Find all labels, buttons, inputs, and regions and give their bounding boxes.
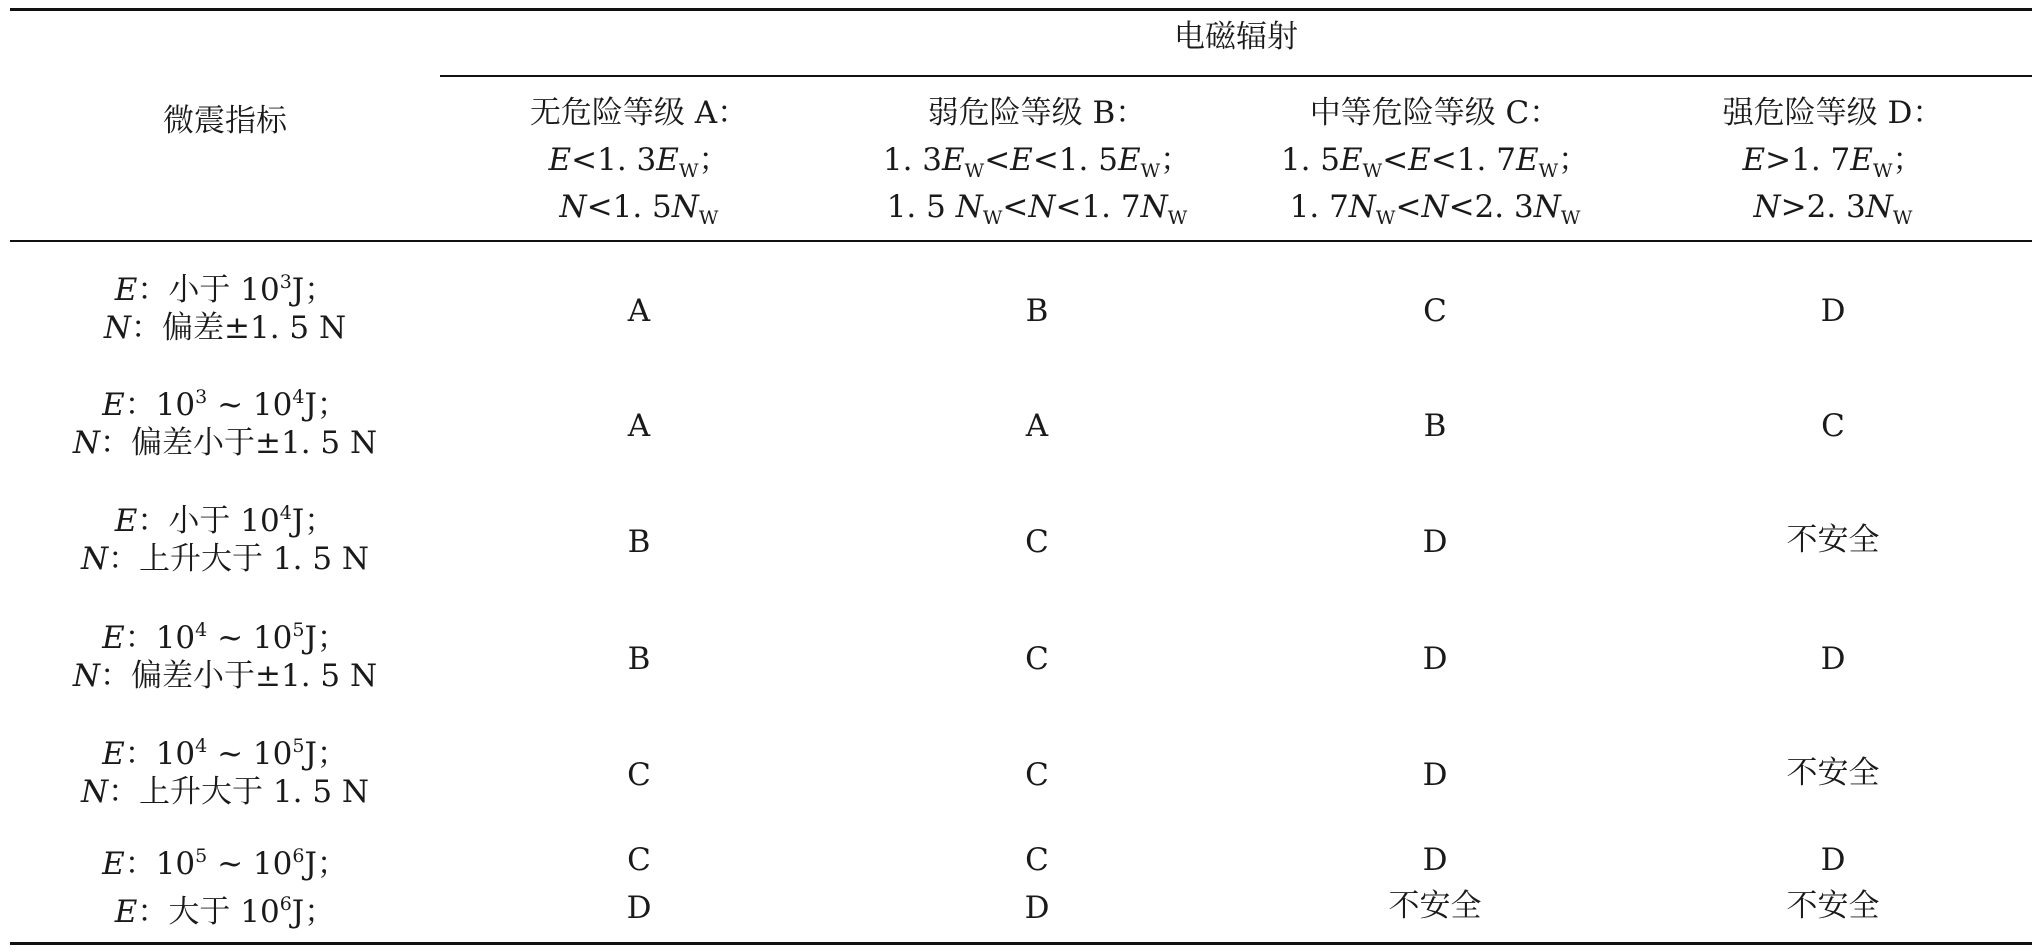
row-7-grade-c: 不安全: [1388, 888, 1482, 924]
row-5-grade-b: C: [1025, 757, 1049, 793]
stub-header-microseismic: 微震指标: [163, 103, 287, 139]
row-4-criteria: [10, 619, 440, 695]
row-2-e-criterion: E：$10^3$ ~ $10^4J$；: [102, 386, 348, 423]
row-5-e-criterion: E：$10^4$ ~ $10^5J$；: [102, 735, 348, 772]
table-top-rule: [10, 8, 2032, 11]
row-2-grade-d: C: [1821, 408, 1845, 444]
row-5-criteria: [10, 735, 440, 811]
row-2-n-criterion: N：偏差小于±1. 5 N: [72, 425, 378, 461]
row-1-grade-b: B: [1025, 293, 1049, 329]
row-1-criteria: [10, 271, 440, 347]
row-6-e-criterion: E：$10^5$ ~ $10^6J$；: [102, 845, 348, 882]
grade-b-e-condition: 1. $3E_W<E<1$. $5E_W$；: [882, 142, 1192, 182]
row-1-grade-c: C: [1423, 293, 1447, 329]
group-header-rule: [440, 75, 2032, 77]
row-2-grade-a: A: [627, 408, 651, 444]
row-6-grade-a: C: [627, 842, 651, 878]
row-2-grade-b: A: [1025, 408, 1049, 444]
row-1-n-criterion: N：偏差±1. 5 N: [103, 310, 347, 346]
row-6-grade-d: D: [1820, 842, 1846, 878]
hazard-classification-table: [10, 0, 2032, 952]
row-3-grade-a: B: [627, 524, 651, 560]
row-2-criteria: [10, 386, 440, 462]
row-4-grade-c: D: [1422, 641, 1448, 677]
row-1-e-criterion: E：小于 $10^3J$；: [114, 271, 336, 308]
grade-d-n-condition: N>2. $3N_W$: [1753, 189, 1913, 229]
grade-c-n-condition: 1. $7N_W<N<2$. $3N_W$: [1289, 189, 1581, 229]
row-3-grade-c: D: [1422, 524, 1448, 560]
row-7-e-criterion: E：大于 $10^6J$；: [114, 893, 336, 930]
table-bottom-rule: [10, 942, 2032, 945]
row-3-criteria: [10, 502, 440, 578]
grade-header-d: [1634, 90, 2032, 231]
grade-a-n-condition: N<1. $5N_W$: [559, 189, 719, 229]
grade-b-n-condition: 1. 5 $N_W<N<1$. $7N_W$: [886, 189, 1188, 229]
row-6-grade-c: D: [1422, 842, 1448, 878]
row-2-grade-c: B: [1423, 408, 1447, 444]
grade-a-e-condition: E<1. $3E_W$；: [548, 142, 730, 182]
grade-d-e-condition: E>1. $7E_W$；: [1742, 142, 1924, 182]
row-3-grade-b: C: [1025, 524, 1049, 560]
row-3-e-criterion: E：小于 $10^4J$；: [114, 502, 336, 539]
row-4-e-criterion: E：$10^4$ ~ $10^5J$；: [102, 619, 348, 656]
group-header-electromagnetic: 电磁辐射: [1174, 19, 1298, 55]
row-4-grade-a: B: [627, 641, 651, 677]
grade-header-c: [1236, 90, 1634, 231]
grade-d-label: 强危险等级 D：: [1722, 95, 1944, 131]
row-6-grade-b: C: [1025, 842, 1049, 878]
row-1-grade-d: D: [1820, 293, 1846, 329]
row-5-grade-c: D: [1422, 757, 1448, 793]
grade-header-b: [838, 90, 1236, 231]
row-4-grade-b: C: [1025, 641, 1049, 677]
row-7-grade-a: D: [626, 890, 652, 926]
row-5-grade-a: C: [627, 757, 651, 793]
row-5-grade-d: 不安全: [1786, 755, 1880, 791]
row-4-n-criterion: N：偏差小于±1. 5 N: [72, 658, 378, 694]
grade-a-label: 无危险等级 A：: [529, 95, 749, 131]
row-4-grade-d: D: [1820, 641, 1846, 677]
header-bottom-rule: [10, 240, 2032, 242]
row-5-n-criterion: N：上升大于 1. 5 N: [80, 774, 370, 810]
row-7-grade-b: D: [1024, 890, 1050, 926]
row-1-grade-a: A: [627, 293, 651, 329]
grade-c-label: 中等危险等级 C：: [1309, 95, 1561, 131]
row-3-n-criterion: N：上升大于 1. 5 N: [80, 541, 370, 577]
grade-c-e-condition: 1. $5E_W<E<1$. $7E_W$；: [1280, 142, 1590, 182]
grade-header-a: [440, 90, 838, 231]
grade-b-label: 弱危险等级 B：: [927, 95, 1147, 131]
row-7-grade-d: 不安全: [1786, 888, 1880, 924]
row-3-grade-d: 不安全: [1786, 522, 1880, 558]
